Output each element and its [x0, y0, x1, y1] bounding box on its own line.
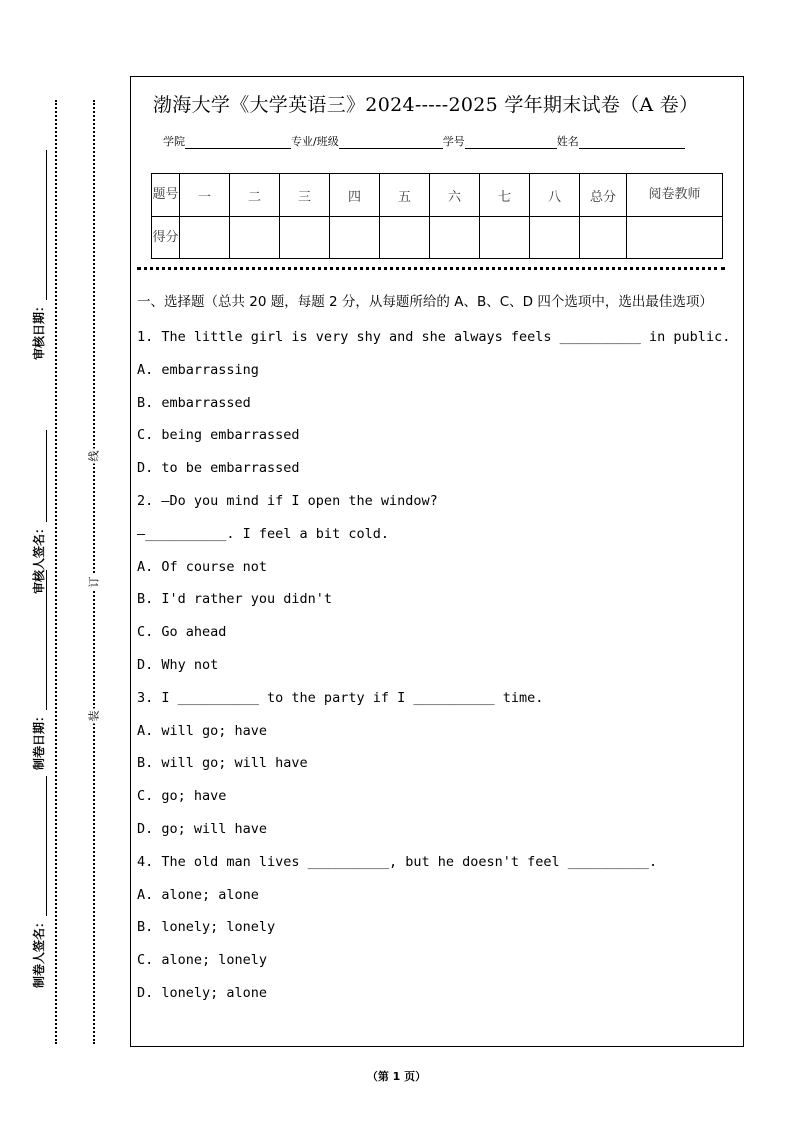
margin-dotted-line-inner: [93, 100, 95, 1044]
question-content: [137, 291, 742, 1010]
option-line[interactable]: D. Why not: [137, 656, 219, 673]
option-line[interactable]: C. go; have: [137, 788, 227, 805]
column-header: 三: [280, 174, 330, 217]
score-table-header-row: [152, 174, 723, 217]
question-2: 2. —Do you mind if I open the window?: [137, 492, 438, 509]
name-label: 姓名: [556, 135, 579, 148]
score-cell[interactable]: [380, 217, 430, 259]
grading-teacher-header: 阅卷教师: [627, 174, 723, 217]
name-input[interactable]: [579, 136, 685, 149]
page-number: （第 1 页）: [366, 1070, 427, 1083]
column-header: 二: [230, 174, 280, 217]
section-divider: [137, 267, 725, 270]
option-line[interactable]: C. Go ahead: [137, 624, 227, 641]
score-row-header: 得分: [152, 217, 180, 259]
question-3: 3. I __________ to the party if I __________ time.: [137, 689, 544, 706]
score-cell[interactable]: [430, 217, 480, 259]
option-line[interactable]: B. lonely; lonely: [137, 919, 276, 936]
question-4: 4. The old man lives __________, but he doesn't feel __________.: [137, 853, 658, 870]
margin-dotted-line-outer: [55, 100, 57, 1044]
option-line[interactable]: A. Of course not: [137, 558, 268, 575]
score-table: [151, 173, 723, 259]
grading-teacher-cell[interactable]: [627, 217, 723, 259]
score-table-score-row: [152, 217, 723, 259]
college-label: 学院: [163, 135, 185, 148]
paper-date-field[interactable]: [30, 570, 47, 770]
student-id-input[interactable]: [465, 136, 557, 149]
option-line[interactable]: B. embarrassed: [137, 394, 251, 411]
review-date-field[interactable]: [30, 150, 47, 360]
major-class-label: 专业/班级: [291, 135, 339, 148]
option-line[interactable]: C. being embarrassed: [137, 427, 300, 444]
option-line[interactable]: A. alone; alone: [137, 886, 259, 903]
option-line[interactable]: C. alone; lonely: [137, 952, 268, 969]
score-cell[interactable]: [280, 217, 330, 259]
reviewer-signature-label: 审核人签名：: [32, 521, 46, 594]
option-line[interactable]: D. lonely; alone: [137, 984, 268, 1001]
column-header: 四: [330, 174, 380, 217]
score-cell[interactable]: [530, 217, 580, 259]
cut-mark-bind: 订: [87, 576, 101, 588]
option-line[interactable]: D. to be embarrassed: [137, 460, 300, 477]
column-header: 五: [380, 174, 430, 217]
question-number-header: 题号: [152, 174, 180, 217]
score-cell[interactable]: [230, 217, 280, 259]
column-header: 六: [430, 174, 480, 217]
column-header: 七: [480, 174, 530, 217]
cut-mark-line: 线: [87, 450, 101, 462]
column-header: 一: [180, 174, 230, 217]
student-info-row: [163, 133, 685, 149]
paper-maker-signature-label: 制卷人签名：: [32, 915, 46, 988]
question-2-response: —__________. I feel a bit cold.: [137, 525, 389, 542]
cut-mark-install: 装: [87, 710, 101, 722]
section-title: 一、选择题（总共 20 题，每题 2 分，从每题所给的 A、B、C、D 四个选项中，选出最佳选项）: [137, 294, 713, 310]
option-line[interactable]: D. go; will have: [137, 820, 268, 837]
review-date-label: 审核日期：: [32, 299, 46, 360]
exam-title: 渤海大学《大学英语三》2024-----2025 学年期末试卷（A 卷）: [153, 94, 699, 116]
exam-frame: [130, 76, 744, 1047]
column-header: 八: [530, 174, 580, 217]
option-line[interactable]: B. I'd rather you didn't: [137, 591, 333, 608]
paper-maker-signature-field[interactable]: [30, 776, 47, 988]
paper-date-label: 制卷日期：: [32, 709, 46, 770]
score-cell[interactable]: [480, 217, 530, 259]
question-1: 1. The little girl is very shy and she always feels __________ in public.: [137, 329, 731, 345]
total-score-header: 总分: [580, 174, 627, 217]
option-line[interactable]: B. will go; will have: [137, 755, 308, 772]
score-cell[interactable]: [180, 217, 230, 259]
option-line[interactable]: A. embarrassing: [137, 361, 259, 378]
total-score-cell[interactable]: [580, 217, 627, 259]
score-cell[interactable]: [330, 217, 380, 259]
college-input[interactable]: [185, 136, 291, 149]
option-line[interactable]: A. will go; have: [137, 722, 268, 739]
major-class-input[interactable]: [339, 136, 443, 149]
student-id-label: 学号: [442, 135, 465, 148]
